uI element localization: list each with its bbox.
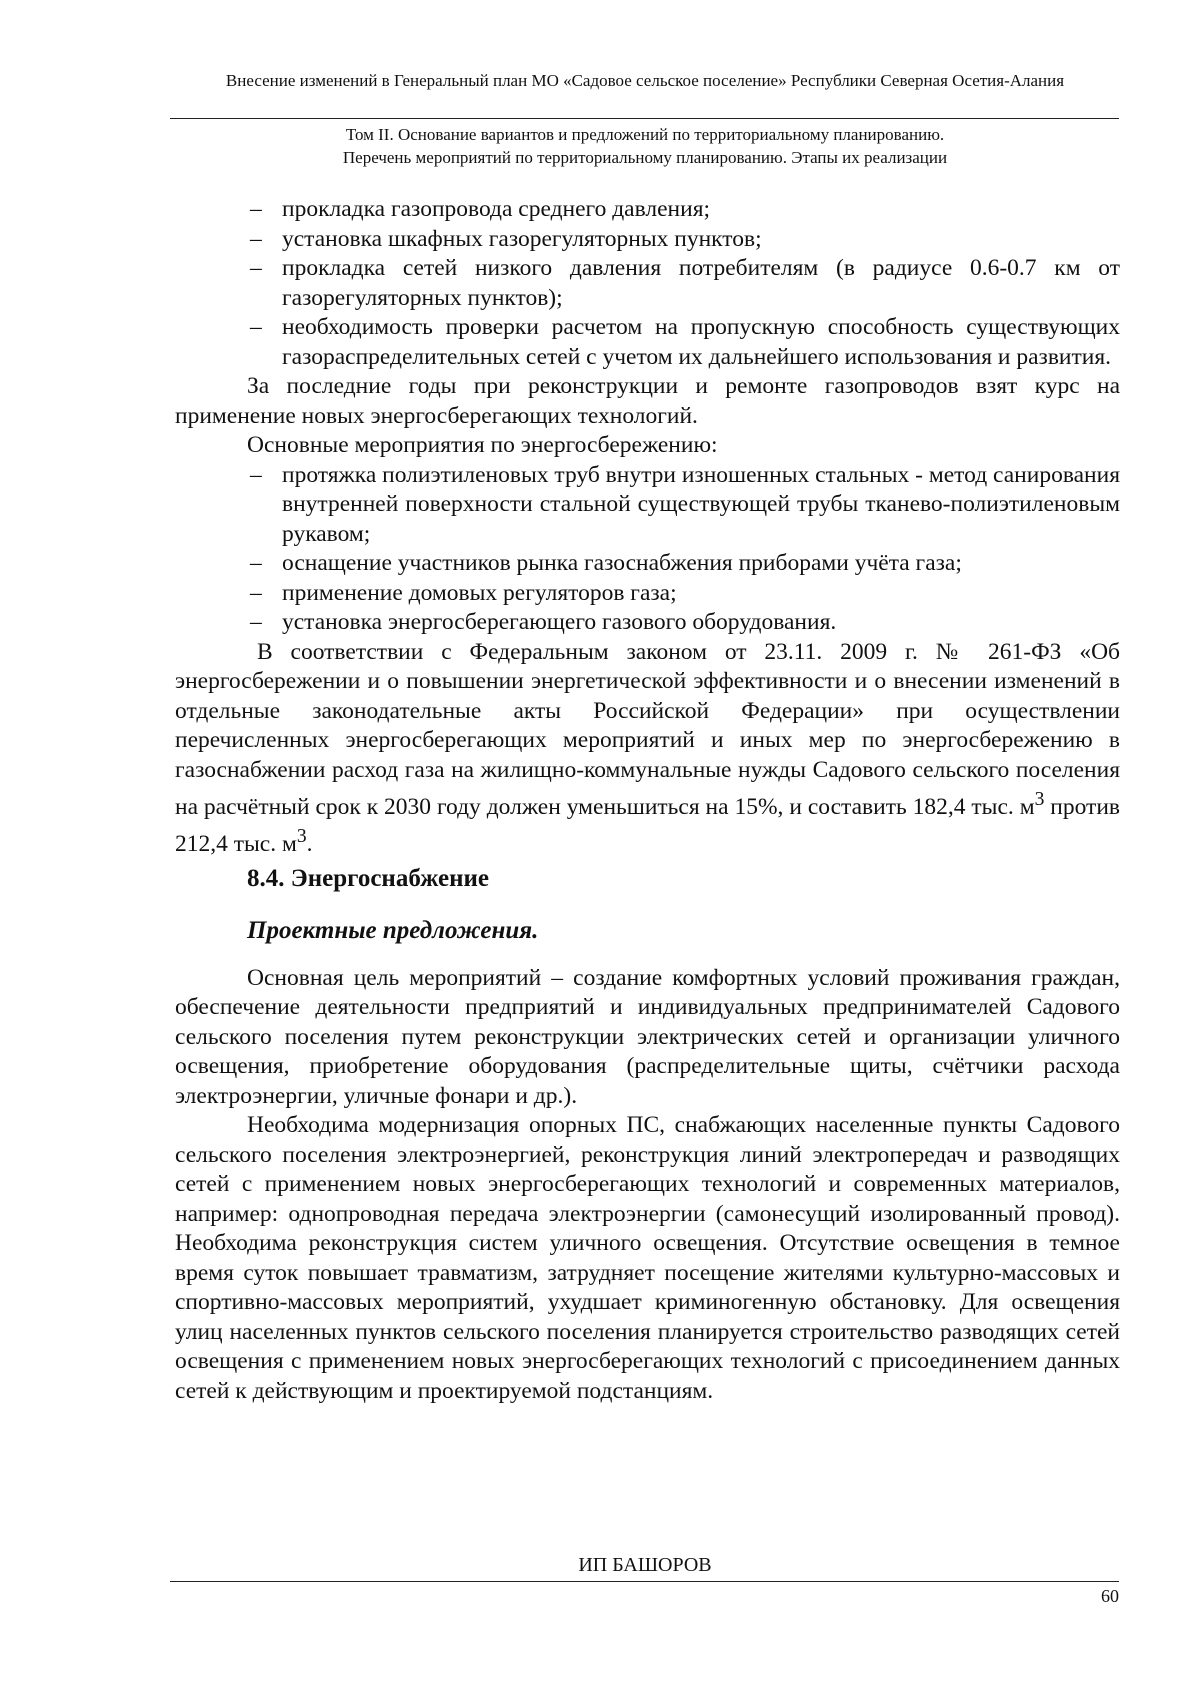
list-item: – прокладка сетей низкого давления потребителям (в радиусе 0.6-0.7 км от газорегуляторных пунктов); [250, 255, 1120, 311]
paragraph: За последние годы при реконструкции и ремонте газопроводов взят курс на применение новых энергосберегающих технологий. [175, 373, 1120, 429]
page-number: 60 [1101, 1586, 1119, 1606]
paragraph: Основная цель мероприятий – создание комфортных условий проживания граждан, обеспечение деятельности предприятий и индивидуальных предпринимателей Садового сельского поселения путем реконструкции электрических сетей и организации уличного освещения, приобретение оборудования (распределительные щиты, счётчики расхода электроэнергии, уличные фонари и др.). [175, 964, 1120, 1109]
running-header-title: Внесение изменений в Генеральный план МО «Садовое сельское поселение» Республики Северная Осетия-Алания [225, 71, 1065, 90]
bullet-dash: – [250, 579, 262, 606]
paragraph: Необходима модернизация опорных ПС, снабжающих населенные пункты Садового сельского поселения электроэнергией, реконструкция линий электропередач и разводящих сетей с применением новых энергосберегающих технологий и современных материалов, например: однопроводная передача электроэнергии (самонесущий изолированный провод). Необходима реконструкция систем уличного освещения. Отсутствие освещения в темное время суток повышает травматизм, затрудняет посещение жителями культурно-массовых и спортивно-массовых мероприятий, ухудшает криминогенную обстановку. Для освещения улиц населенных пунктов сельского поселения планируется строительство разводящих сетей освещения с применением новых энергосберегающих технологий с присоединением данных сетей к действующим и проектируемой подстанциям. [175, 1112, 1120, 1404]
subsection-heading: Проектные предложения. [247, 916, 539, 944]
bullet-dash: – [250, 314, 262, 340]
bullet-dash: – [250, 196, 262, 222]
energy-saving-list [175, 461, 1120, 638]
bullet-dash: – [250, 609, 262, 635]
list-item: – установка шкафных газорегуляторных пунктов; [175, 225, 1120, 255]
footer-divider [170, 1581, 1119, 1582]
bullet-dash: – [250, 461, 262, 488]
list-item: – протяжка полиэтиленовых труб внутри изношенных стальных - метод санирования внутренней поверхности стальной существующей трубы тканево-полиэтиленовым рукавом; [250, 461, 1121, 547]
header-volume-line: Том II. Основание вариантов и предложений по территориальному планированию. [345, 125, 945, 144]
list-item: – оснащение участников рынка газоснабжения приборами учёта газа; [175, 549, 1120, 579]
document-body [175, 195, 1120, 1406]
footer-company: ИП БАШОРОВ [578, 1554, 712, 1576]
bullet-dash: – [250, 225, 262, 252]
bullet-dash: – [250, 550, 262, 576]
section-heading: 8.4. Энергоснабжение [247, 864, 490, 892]
header-divider [170, 118, 1119, 119]
paragraph: Основные мероприятия по энергосбережению: [247, 432, 718, 458]
header-section-line: Перечень мероприятий по территориальному планированию. Этапы их реализации [342, 148, 948, 167]
list-item: – прокладка газопровода среднего давления; [175, 195, 1120, 225]
bullet-dash: – [250, 255, 262, 281]
list-item: – применение домовых регуляторов газа; [175, 579, 1120, 609]
list-item: – установка энергосберегающего газового оборудования. [175, 608, 1120, 638]
gas-measures-list [175, 195, 1120, 372]
list-item: – необходимость проверки расчетом на пропускную способность существующих газораспределительных сетей с учетом их дальнейшего использования и развития. [250, 314, 1120, 370]
paragraph-federal-law: В соответствии с Федеральным законом от 23.11. 2009 г. № 261-ФЗ «Об энергосбережении и о повышении энергетической эффективности и о внесении изменений в отдельные законодательные акты Российской Федерации» при осуществлении перечисленных энергосберегающих мероприятий и иных мер по энергосбережению в газоснабжении расход газа на жилищно-коммунальные нужды Садового сельского поселения на расчётный срок к 2030 году должен уменьшиться на 15%, и составить 182,4 тыс. $м^3$ против 212,4 тыс. $м^3$. [175, 638, 1120, 858]
running-header-subtitle [170, 123, 1120, 169]
